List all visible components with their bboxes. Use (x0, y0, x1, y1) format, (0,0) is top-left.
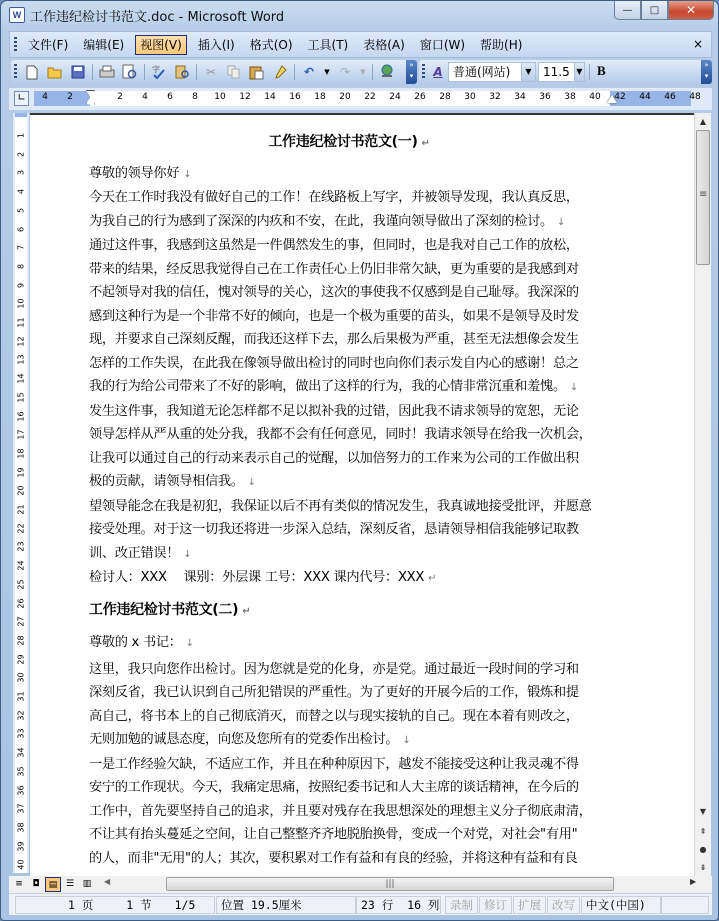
ruler-tick-label: 32 (489, 92, 501, 102)
ruler-tick-label: 19 (16, 467, 26, 478)
paragraph-mark: ↓ (185, 638, 194, 649)
vertical-scrollbar[interactable] (694, 113, 711, 876)
ruler-tick-label: 16 (16, 410, 26, 422)
ruler-tick-label: 44 (639, 92, 651, 102)
document-line: 领导怎样从严从重的处分我，我都不会有任何意见，同时！我请求领导在给我一次机会， (89, 427, 592, 442)
paragraph-mark: ↓ (569, 382, 578, 393)
paragraph-mark: ↓ (402, 735, 411, 746)
ruler-tick-label: 35 (16, 766, 26, 777)
document-line: 高自己，将书本上的自己彻底消灭，而替之以与现实接轨的自己。现在本着有则改之， (89, 708, 579, 724)
ruler-tick-label: 33 (16, 728, 26, 739)
ruler-tick-label: 39 (16, 841, 26, 852)
ruler-tick-label: 22 (364, 92, 376, 102)
menu-window[interactable]: 窗口(W) (419, 38, 466, 52)
ruler-tick-label: 4 (142, 92, 148, 102)
undo-icon[interactable]: ↶ (303, 65, 315, 79)
heading-1: 工作违纪检讨书范文(一) ↵ (268, 134, 430, 150)
document-line: 的人，而非"无用"的人；其次，要积累对工作有益和有良的经验，并将这种有益和有良 (89, 850, 578, 866)
ruler-tick-label: 12 (239, 92, 251, 102)
document-line: 怎样的工作失误，在此我在像领导做出检讨的同时也向你们表示发自内心的感谢！总之 (89, 355, 579, 371)
document-line: 一是工作经验欠缺，不适应工作，并且在种种原因下，越发不能接受这种让我灵魂不得 (89, 756, 579, 772)
select-browse-object-icon[interactable]: ● (699, 845, 707, 854)
ruler-tick-label: 2 (117, 92, 123, 102)
ruler-tick-label: 23 (16, 541, 26, 552)
status-track-changes[interactable]: 修订 (479, 896, 512, 914)
document-line: 安宁的工作现状。今天，我痛定思痛，按照纪委书记和人大主席的谈话精神，在今后的 (89, 780, 579, 795)
scroll-left-icon[interactable]: ◀ (104, 877, 111, 886)
ruler-tick-label: 30 (16, 672, 26, 683)
menu-file[interactable]: 文件(F) (28, 38, 69, 52)
open-folder-icon[interactable] (46, 63, 64, 81)
horizontal-scroll-area (9, 876, 712, 893)
ruler-tick-label: 27 (16, 616, 26, 627)
scroll-up-icon[interactable]: ▲ (699, 117, 707, 126)
scroll-right-icon[interactable]: ▶ (690, 877, 697, 886)
print-icon[interactable] (98, 63, 116, 81)
close-button[interactable]: ✕ (668, 1, 714, 20)
status-position: 位置 19.5厘米 (216, 896, 356, 914)
save-icon[interactable] (69, 63, 87, 81)
document-line: 发生这件事，我知道无论怎样都不足以拟补我的过错，因此我不请求领导的宽恕，无论 (89, 403, 579, 419)
ruler-tick-label: 42 (614, 92, 626, 102)
ruler-tick-label: 29 (16, 654, 26, 665)
toolbar-separator (196, 64, 197, 80)
ruler-tick-label: 48 (689, 92, 701, 102)
status-bar (9, 893, 712, 915)
redo-icon[interactable]: ↷ (339, 65, 351, 79)
toolbar-separator (589, 64, 590, 80)
print-preview-icon[interactable] (121, 63, 139, 81)
ruler-tick-label: 36 (539, 92, 551, 102)
ruler-tick-label: 30 (464, 92, 476, 102)
ruler-tick-label: 12 (16, 336, 26, 347)
spelling-grammar-icon[interactable] (150, 63, 168, 81)
menu-help[interactable]: 帮助(H) (480, 38, 523, 52)
document-line: 极的贡献，请领导相信我。 ↓ (89, 474, 256, 489)
ruler-tick-label: 40 (589, 92, 601, 102)
ruler-tick-label: 1 (16, 132, 26, 139)
bold-button[interactable]: B (597, 63, 606, 78)
status-section: 1 节 (126, 898, 152, 912)
paragraph-mark: ↓ (247, 477, 256, 488)
ruler-tick-label: 10 (214, 92, 226, 102)
maximize-button[interactable]: □ (641, 1, 668, 20)
ruler-tick-label: 21 (16, 504, 26, 515)
ruler-tick-label: 4 (42, 92, 48, 102)
document-line: 深刻反省，我已认识到自己所犯错误的严重性。为了更好的开展今后的工作，锻炼和提 (89, 685, 579, 700)
ruler-tick-label: 3 (16, 170, 26, 176)
ruler-tick-label: 9 (16, 282, 26, 288)
menu-tools[interactable]: 工具(T) (307, 38, 349, 52)
ruler-tick-label: 20 (16, 485, 26, 496)
document-line: 感到这种行为是一个非常不好的倾向，也是一个极为重要的苗头，如果不是领导及时发 (89, 308, 579, 324)
ruler-tick-label: 4 (16, 189, 26, 195)
formatting-toolbar (419, 60, 712, 84)
ruler-tick-label: 28 (439, 92, 451, 102)
ruler-tick-label: 26 (16, 597, 26, 609)
toolbar-grip-handle[interactable] (422, 64, 425, 80)
menu-edit[interactable]: 编辑(E) (83, 38, 125, 52)
document-line: 无则加勉的诚恳态度，向您及您所有的党委作出检讨。 ↓ (89, 732, 411, 747)
status-page-of: 1/5 (174, 898, 196, 912)
document-line: 尊敬的领导你好 ↓ (89, 165, 192, 181)
ruler-tick-label: 6 (167, 92, 173, 102)
ruler-tick-label: 31 (16, 691, 26, 702)
cut-icon[interactable]: ✂ (205, 65, 217, 79)
document-line: 我的行为给公司带来了不好的影响，做出了这样的行为，我的心情非常沉重和羞愧。 ↓ (89, 379, 578, 394)
ruler-tick-label: 14 (264, 92, 276, 102)
ruler-tick-label: 20 (339, 92, 351, 102)
ruler-tick-label: 8 (192, 92, 198, 102)
ruler-tick-label: 34 (514, 92, 526, 102)
web-layout-view-icon[interactable]: ◘ (32, 879, 40, 889)
previous-page-icon[interactable]: ⇞ (699, 827, 707, 836)
undo-dropdown-icon[interactable]: ▼ (324, 68, 330, 76)
ruler-tick-label: 18 (16, 448, 26, 459)
status-spelling (661, 896, 709, 914)
toolbar-options-chevron[interactable]: » ▾ (701, 60, 712, 84)
menubar-grip-handle[interactable] (14, 37, 17, 53)
ruler-tick-label: 24 (389, 92, 401, 102)
ruler-tick-label: 14 (16, 373, 26, 384)
status-line-col: 23 行 16 列 (356, 896, 441, 914)
vertical-ruler[interactable] (13, 113, 29, 873)
paragraph-mark: ↵ (428, 573, 437, 584)
menu-table[interactable]: 表格(A) (363, 38, 405, 52)
document-line: 尊敬的 x 书记： ↓ (89, 635, 194, 650)
style-value[interactable]: 普通(网站) (453, 65, 511, 79)
status-page: 1 页 (68, 898, 94, 912)
document-line: 为我自己的行为感到了深深的内疚和不安，在此，我谨向领导做出了深刻的检讨。 ↓ (89, 213, 566, 229)
styles-and-formatting-icon[interactable]: A (433, 65, 443, 79)
ruler-tick-label: 28 (16, 635, 26, 646)
document-line: 训、改正错误！ ↓ (89, 545, 192, 561)
toolbar-separator (92, 64, 93, 80)
ruler-tick-label: 22 (16, 523, 26, 534)
ruler-tick-label: 15 (16, 392, 26, 403)
document-line: 今天在工作时我没有做好自己的工作！在线路板上写字，并被领导发现，我认真反思， (89, 190, 579, 205)
style-combobox[interactable] (448, 62, 536, 82)
title-bar[interactable] (1, 1, 718, 29)
document-line: 工作中，首先要坚持自己的追求，并且要对残存在我思想深处的理想主义分子彻底肃清， (89, 803, 592, 819)
ruler-tick-label: 7 (16, 245, 26, 251)
document-line: 带来的结果，经反思我觉得自己在工作责任心上仍旧非常欠缺，更为重要的是我感到对 (89, 261, 579, 277)
ruler-tick-label: 16 (289, 92, 301, 102)
heading-2: 工作违纪检讨书范文(二) ↵ (89, 601, 251, 618)
status-page-info[interactable] (15, 896, 215, 914)
toolbar-separator (144, 64, 145, 80)
vertical-scroll-thumb[interactable] (696, 130, 710, 265)
ruler-tick-label: 2 (67, 92, 73, 102)
research-icon[interactable] (173, 63, 191, 81)
document-line: 让我可以通过自己的行动来表示自己的觉醒，以加倍努力的工作来为公司的工作做出积 (89, 450, 579, 466)
font-size-combobox[interactable] (538, 62, 585, 82)
status-extend[interactable]: 扩展 (513, 896, 546, 914)
ruler-tick-label: 34 (16, 747, 26, 758)
format-painter-icon[interactable] (271, 63, 289, 81)
document-line: 现，并要求自己深刻反醒，而我还这样下去，那么后果极为严重，甚至无法想像会发生 (89, 332, 579, 347)
print-layout-view-icon[interactable]: ▤ (45, 877, 61, 892)
font-size-dropdown-icon[interactable]: ▼ (574, 63, 584, 81)
ruler-tick-label: 18 (314, 92, 326, 102)
paragraph-mark: ↓ (183, 548, 192, 560)
insert-hyperlink-icon[interactable] (378, 63, 396, 81)
document-page[interactable] (89, 131, 609, 870)
document-line: 检讨人：XXX 课别：外层课 工号：XXX 课内代号：XXX ↵ (89, 570, 437, 585)
ruler-tick-label: 13 (16, 354, 26, 365)
standard-toolbar (11, 60, 417, 84)
new-document-icon[interactable] (23, 63, 41, 81)
toolbar-separator (372, 64, 373, 80)
word-app-icon[interactable]: W (9, 7, 25, 23)
document-line: 通过这件事，我感到这虽然是一件偶然发生的事，但同时，也是我对自己工作的放松， (89, 238, 579, 253)
ruler-tick-label: 36 (16, 784, 26, 796)
ruler-tick-label: 46 (664, 92, 676, 102)
ruler-tick-label: 40 (16, 859, 26, 870)
toolbar-grip-handle[interactable] (14, 64, 17, 80)
menu-format[interactable]: 格式(O) (249, 38, 293, 52)
style-dropdown-icon[interactable]: ▼ (521, 63, 535, 81)
ruler-tick-label: 17 (16, 429, 26, 440)
paste-icon[interactable] (248, 63, 266, 81)
scroll-down-icon[interactable]: ▼ (699, 807, 707, 816)
ruler-tick-label: 2 (16, 151, 26, 157)
ruler-tick-label: 24 (16, 560, 26, 571)
ruler-tick-label: 32 (16, 710, 26, 721)
ruler-tick-label: 8 (16, 263, 26, 269)
minimize-button[interactable]: — (614, 1, 641, 20)
ruler-tick-label: 37 (16, 803, 26, 814)
ruler-tick-label: 6 (16, 226, 26, 232)
menu-insert[interactable]: 插入(I) (197, 38, 235, 52)
ruler-tick-label: 10 (16, 298, 26, 309)
font-size-value[interactable]: 11.5 (543, 65, 570, 79)
document-line: 望领导能念在我是初犯，我保证以后不再有类似的情况发生，我真诚地接受批评，并愿意 (89, 498, 592, 514)
ruler-tick-label: 38 (564, 92, 576, 102)
close-document-button[interactable]: × (692, 37, 703, 51)
toolbar-options-chevron[interactable]: » ▾ (406, 60, 417, 84)
normal-view-icon[interactable]: ≡ (15, 879, 23, 889)
copy-icon[interactable] (225, 63, 243, 81)
paragraph-mark: ↓ (556, 216, 566, 228)
document-line: 这里，我只向您作出检讨。因为您就是党的化身，亦是党。通过最近一段时间的学习和 (89, 661, 579, 677)
reading-layout-view-icon[interactable]: ▥ (82, 879, 92, 889)
ruler-tick-label: 11 (16, 317, 26, 328)
window-title: 工作违纪检讨书范文.doc - Microsoft Word (30, 10, 285, 25)
toolbar-separator (294, 64, 295, 80)
redo-dropdown-icon[interactable]: ▼ (360, 68, 366, 76)
menu-view[interactable]: 视图(V) (135, 35, 187, 55)
status-overtype[interactable]: 改写 (547, 896, 580, 914)
ruler-tick-label: 5 (16, 207, 26, 213)
next-page-icon[interactable]: ⇟ (699, 863, 707, 872)
tab-selector-icon[interactable]: ∟ (14, 91, 29, 106)
status-record[interactable]: 录制 (445, 896, 478, 914)
outline-view-icon[interactable]: ☰ (65, 879, 75, 889)
document-line: 不让其有抬头蔓延之空间，让自己整整齐齐地脱胎换骨，变成一个对党，对社会"有用" (89, 827, 578, 842)
menu-bar (9, 31, 712, 58)
status-language[interactable]: 中文(中国) (581, 896, 661, 914)
horizontal-ruler[interactable] (34, 91, 701, 106)
svg-text:字: 字 (152, 65, 160, 74)
paragraph-mark: ↓ (183, 168, 192, 180)
ruler-tick-label: 38 (16, 822, 26, 833)
document-line: 接受处理。对于这一切我还将进一步深入总结，深刻反省，恳请领导相信我能够记取教 (89, 522, 579, 537)
ruler-tick-label: 26 (414, 92, 426, 102)
right-indent-marker[interactable] (607, 95, 617, 103)
document-canvas[interactable] (30, 113, 694, 876)
horizontal-scroll-thumb[interactable]: ||| (166, 877, 614, 891)
document-line: 不起领导对我的信任，愧对领导的关心，这次的事使我不仅感到是自己耻辱。我深深的 (89, 285, 579, 300)
ruler-tick-label: 25 (16, 579, 26, 590)
horizontal-ruler-bar (9, 88, 712, 110)
